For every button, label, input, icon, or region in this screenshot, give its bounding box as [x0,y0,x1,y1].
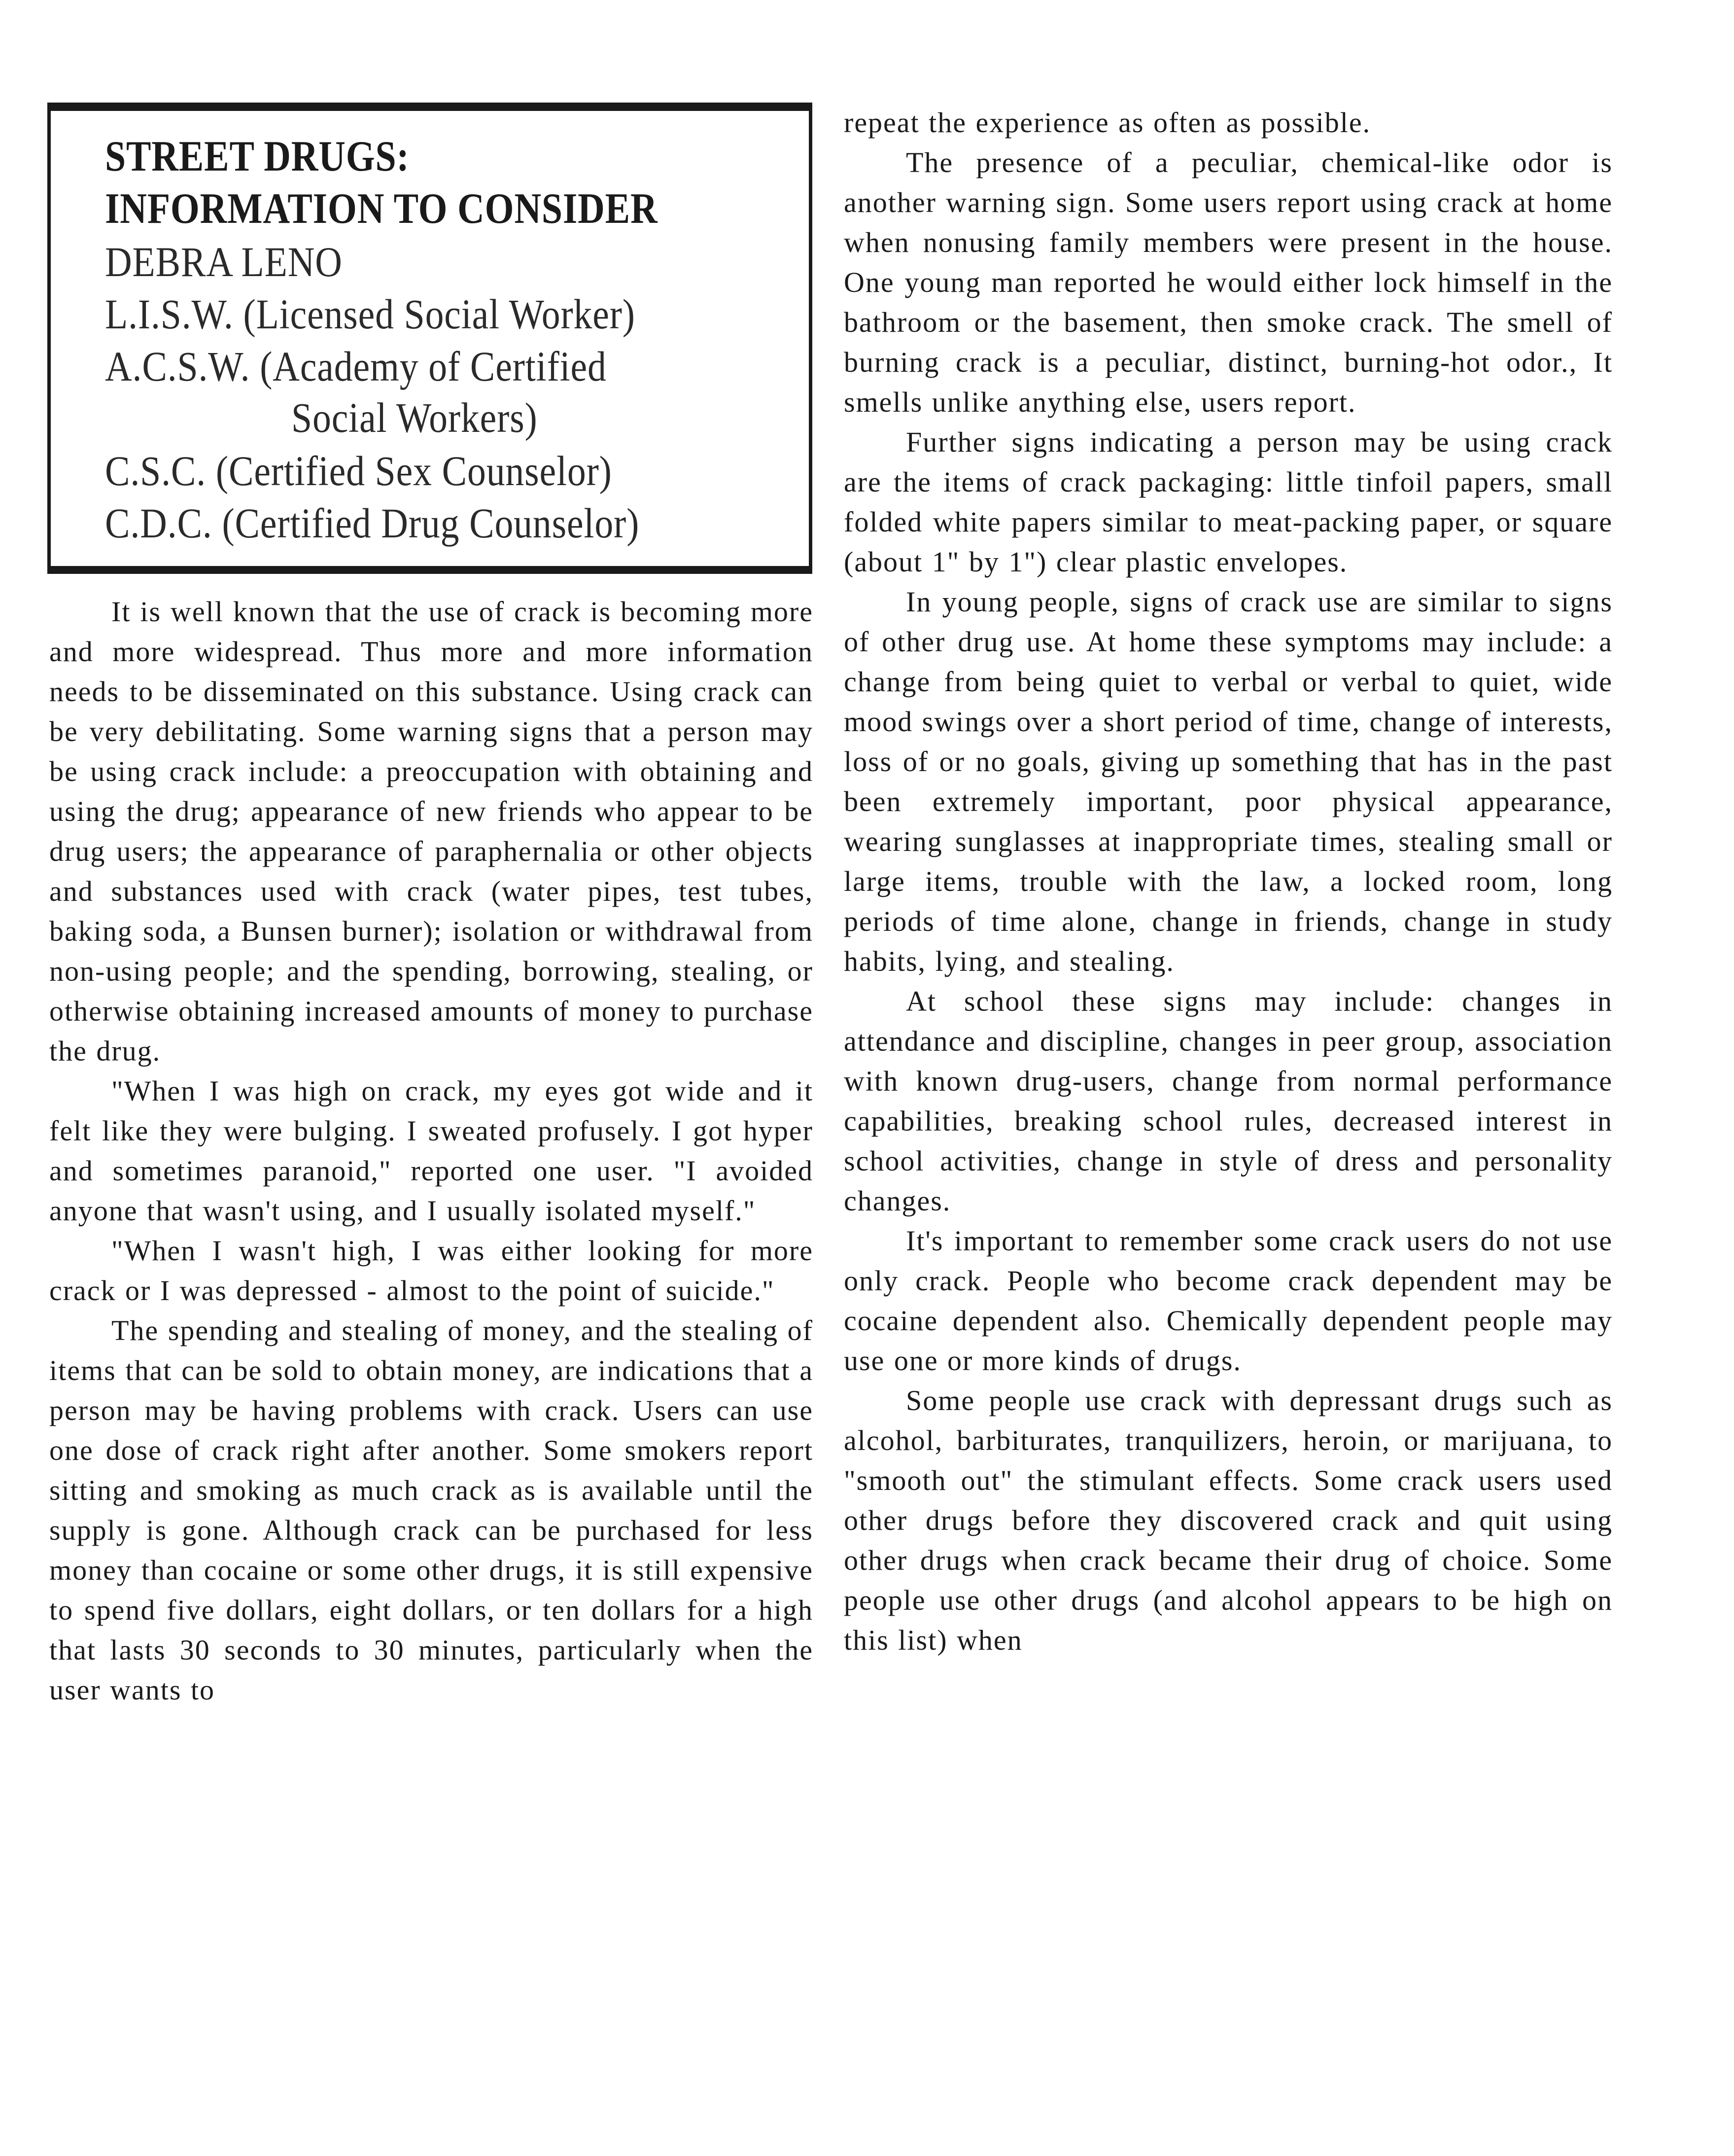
paragraph: Further signs indicating a person may be using crack are the items of crack packaging: little tinfoil papers, small folded white papers similar to meat-packing paper, or square (about 1" by 1") clear plastic envelopes. [844,426,1613,578]
paragraph: In young people, signs of crack use are similar to signs of other drug use. At home these symptoms may include: a change from being quiet to verbal or verbal to quiet, wide mood swings over a short period of time, change of interests, loss of or no goals, giving up something that has in the past been extremely important, poor physical appearance, wearing sunglasses at inappropriate times, stealing small or large items, trouble with the law, a locked room, long periods of time alone, change in friends, change in study habits, lying, and stealing. [844,586,1613,977]
paragraph: Some people use crack with depressant drugs such as alcohol, barbiturates, tranquilizers, heroin, or marijuana, to "smooth out" the stimulant effects. Some crack users used other drugs before they discovered crack and quit using other drugs when crack became their drug of choice. Some people use other drugs (and alcohol appears to be high on this list) when [844,1384,1613,1656]
paragraph: The presence of a peculiar, chemical-like odor is another warning sign. Some users report using crack at home when nonusing family members were present in the house. One young man reported he would either lock himself in the bathroom or the basement, then smoke crack. The smell of burning crack is a peculiar, distinct, burning-hot odor., It smells unlike anything else, users report. [844,146,1613,418]
paragraph: "When I was high on crack, my eyes got wide and it felt like they were bulging. I sweated profusely. I got hyper and sometimes paranoid," reported one user. "I avoided anyone that wasn't using, and I usually isolated myself." [49,1075,813,1227]
paragraph: It's important to remember some crack users do not use only crack. People who become crack dependent may be cocaine dependent also. Chemically dependent people may use one or more kinds of drugs. [844,1225,1613,1377]
article-title-line-2: INFORMATION TO CONSIDER [105,185,658,233]
credential-lisw: L.I.S.W. (Licensed Social Worker) [105,290,635,338]
article-title-line-1: STREET DRUGS: [105,133,410,180]
paragraph: "When I wasn't high, I was either looking for more crack or I was depressed - almost to the point of suicide." [49,1235,813,1307]
paragraph: repeat the experience as often as possible. [844,106,1371,139]
paragraph: It is well known that the use of crack is becoming more and more widespread. Thus more and more information needs to be disseminated on this substance. Using crack can be very debilitating. Some warning signs that a person may be using crack include: a preoccupation with obtaining and using the drug; appearance of new friends who appear to be drug users; the appearance of paraphernalia or other objects and substances used with crack (water pipes, test tubes, baking soda, a Bunsen burner); isolation or withdrawal from non-using people; and the spending, borrowing, stealing, or otherwise obtaining increased amounts of money to purchase the drug. [49,596,813,1067]
credential-acsw: A.C.S.W. (Academy of Certified [105,343,607,390]
credential-acsw-cont: Social Workers) [291,394,538,441]
title-box [47,103,812,574]
paragraph: At school these signs may include: changes in attendance and discipline, changes in peer group, association with known drug-users, change from normal performance capabilities, breaking school rules, decreased interest in school activities, change in style of dress and personality changes. [844,985,1613,1217]
credential-csc: C.S.C. (Certified Sex Counselor) [105,447,612,495]
left-column [49,592,813,1710]
credential-cdc: C.D.C. (Certified Drug Counselor) [105,499,640,547]
right-column [844,103,1613,1660]
paragraph: The spending and stealing of money, and the stealing of items that can be sold to obtain money, are indications that a person may be having problems with crack. Users can use one dose of crack right after another. Some smokers report sitting and smoking as much crack as is available until the supply is gone. Although crack can be purchased for less money than cocaine or some other drugs, it is still expensive to spend five dollars, eight dollars, or ten dollars for a high that lasts 30 seconds to 30 minutes, particularly when the user wants to [49,1314,813,1706]
author-name: DEBRA LENO [105,238,343,285]
